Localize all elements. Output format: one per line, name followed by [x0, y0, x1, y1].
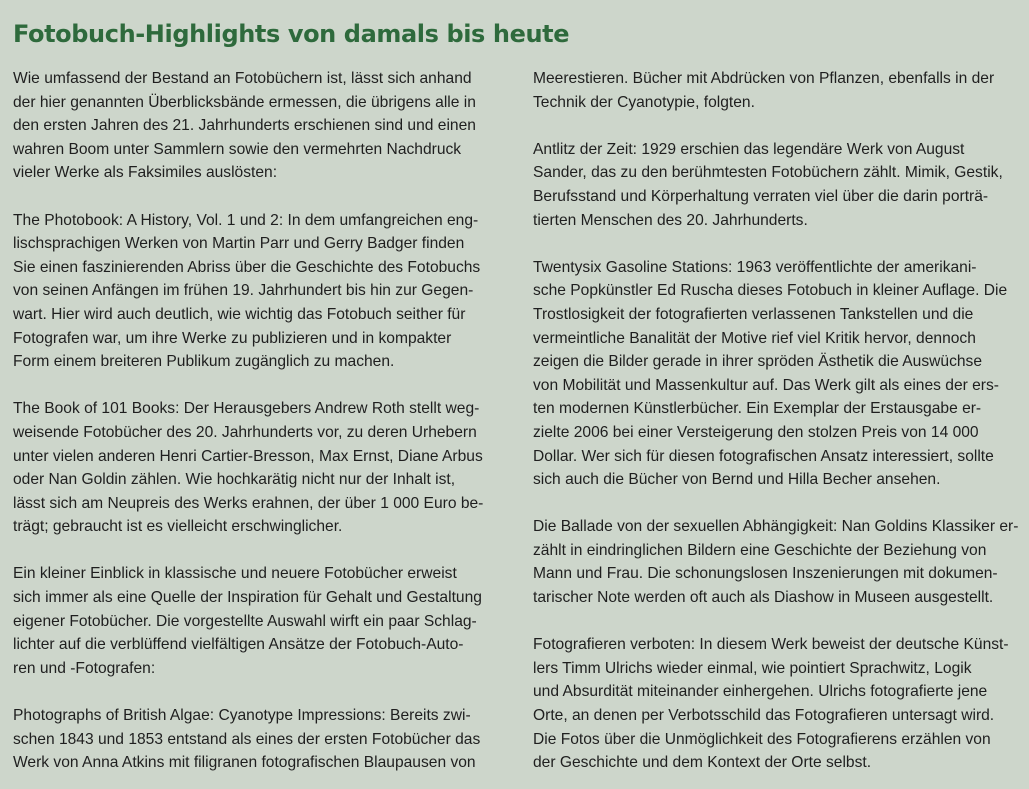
text-line: oder Nan Goldin zählen. Wie hochkarätig nicht nur der Inhalt ist,: [13, 471, 456, 489]
text-line: sche Popkünstler Ed Ruscha dieses Fotobuch in kleiner Auflage. Die: [533, 282, 1008, 300]
text-line: ren und -Fotografen:: [13, 659, 156, 677]
text-line: weisende Fotobücher des 20. Jahrhunderts vor, zu deren Urhebern: [13, 423, 477, 441]
text-line: tierten Menschen des 20. Jahrhunderts.: [533, 211, 808, 229]
text-line: eigener Fotobücher. Die vorgestellte Auswahl wirft ein paar Schlag-: [13, 612, 477, 630]
paragraph-spacer: [533, 610, 1023, 634]
text-line: von Mobilität und Massenkultur auf. Das Werk gilt als eines der ers-: [533, 376, 999, 394]
paragraph: [13, 209, 508, 374]
page-title: Fotobuch-Highlights von damals bis heute: [13, 20, 570, 48]
text-line: vieler Werke als Faksimiles auslösten:: [13, 164, 278, 182]
text-line: Meerestieren. Bücher mit Abdrücken von Pflanzen, ebenfalls in der: [533, 70, 995, 87]
text-line: Ein kleiner Einblick in klassische und neuere Fotobücher erweist: [13, 565, 457, 583]
paragraph: [533, 515, 1023, 609]
paragraph-spacer: [13, 374, 508, 398]
text-line: Technik der Cyanotypie, folgten.: [533, 93, 755, 111]
text-line: Trostlosigkeit der fotografierten verlassenen Tankstellen und die: [533, 305, 974, 323]
text-line: Twentysix Gasoline Stations: 1963 veröffentlichte der amerikani-: [533, 258, 977, 276]
text-line: Wie umfassend der Bestand an Fotobüchern ist, lässt sich anhand: [13, 70, 472, 87]
text-line: und Absurdität miteinander einhergehen. Ulrichs fotografierte jene: [533, 683, 988, 701]
text-line: wart. Hier wird auch deutlich, wie wichtig das Fotobuch seither für: [13, 305, 466, 323]
paragraph-spacer: [533, 114, 1023, 138]
text-line: vermeintliche Banalität der Motive rief viel Kritik hervor, dennoch: [533, 329, 976, 347]
text-line: lers Timm Ulrichs wieder einmal, wie pointiert Sprachwitz, Logik: [533, 659, 972, 677]
paragraph: [13, 67, 508, 185]
text-line: tarischer Note werden oft auch als Diashow in Museen ausgestellt.: [533, 589, 994, 607]
text-line: Sander, das zu den berühmtesten Fotobüchern zählt. Mimik, Gestik,: [533, 164, 1003, 182]
text-line: zählt in eindringlichen Bildern eine Geschichte der Beziehung von: [533, 541, 987, 559]
text-line: Dollar. Wer sich für diesen fotografischen Ansatz interessiert, sollte: [533, 447, 994, 465]
text-line: trägt; gebraucht ist es vielleicht erschwinglicher.: [13, 518, 343, 536]
paragraph: [533, 138, 1023, 232]
text-line: von seinen Anfängen im frühen 19. Jahrhundert bis hin zur Gegen-: [13, 282, 474, 300]
text-line: lichter auf die verblüffend vielfältigen Ansätze der Fotobuch-Auto-: [13, 636, 464, 654]
text-line: Sie einen faszinierenden Abriss über die Geschichte des Fotobuchs: [13, 258, 481, 276]
text-line: Mann und Frau. Die schonungslosen Inszenierungen mit dokumen-: [533, 565, 998, 583]
paragraph: [13, 397, 508, 539]
text-line: Orte, an denen per Verbotsschild das Fotografieren untersagt wird.: [533, 707, 995, 725]
text-line: Berufsstand und Körperhaltung verraten viel über die darin porträ-: [533, 187, 989, 205]
left-column: [13, 67, 508, 775]
text-line: sich immer als eine Quelle der Inspiration für Gehalt und Gestaltung: [13, 589, 482, 607]
text-line: der hier genannten Überblicksbände ermessen, die übrigens alle in: [13, 93, 476, 111]
right-column: [533, 67, 1023, 775]
text-line: Photographs of British Algae: Cyanotype Impressions: Bereits zwi-: [13, 707, 471, 725]
paragraph: [13, 562, 508, 680]
text-line: The Book of 101 Books: Der Herausgebers Andrew Roth stellt weg-: [13, 400, 480, 418]
paragraph: [533, 67, 1023, 114]
text-line: Fotografen war, um ihre Werke zu publizieren und in kompakter: [13, 329, 452, 347]
paragraph: [13, 704, 508, 775]
text-line: ten modernen Künstlerbücher. Ein Exemplar der Erstausgabe er-: [533, 400, 982, 418]
text-line: unter vielen anderen Henri Cartier-Bresson, Max Ernst, Diane Arbus: [13, 447, 483, 465]
text-line: Form einem breiteren Publikum zugänglich zu machen.: [13, 353, 395, 371]
text-line: Fotografieren verboten: In diesem Werk beweist der deutsche Künst-: [533, 636, 1009, 654]
text-line: lässt sich am Neupreis des Werks erahnen, der über 1 000 Euro be-: [13, 494, 484, 512]
text-line: The Photobook: A History, Vol. 1 und 2: In dem umfangreichen eng-: [13, 211, 479, 229]
text-line: sich auch die Bücher von Bernd und Hilla Becher ansehen.: [533, 471, 941, 489]
text-line: den ersten Jahren des 21. Jahrhunderts erschienen sind und einen: [13, 117, 476, 135]
paragraph-spacer: [13, 680, 508, 704]
text-line: lischsprachigen Werken von Martin Parr und Gerry Badger finden: [13, 235, 465, 253]
text-line: Die Ballade von der sexuellen Abhängigkeit: Nan Goldins Klassiker er-: [533, 518, 1019, 536]
text-line: Die Fotos über die Unmöglichkeit des Fotografierens erzählen von: [533, 730, 991, 748]
paragraph-spacer: [533, 492, 1023, 516]
text-line: wahren Boom unter Sammlern sowie den vermehrten Nachdruck: [13, 140, 462, 158]
text-line: zeigen die Bilder gerade in ihrer spröden Ästhetik die Auswüchse: [533, 353, 983, 371]
paragraph-spacer: [533, 232, 1023, 256]
text-line: schen 1843 und 1853 entstand als eines der ersten Fotobücher das: [13, 730, 481, 748]
text-line: Antlitz der Zeit: 1929 erschien das legendäre Werk von August: [533, 140, 965, 158]
text-line: der Geschichte und dem Kontext der Orte selbst.: [533, 754, 872, 772]
paragraph: [533, 256, 1023, 492]
paragraph-spacer: [13, 539, 508, 563]
text-line: Werk von Anna Atkins mit filigranen fotografischen Blaupausen von: [13, 754, 476, 772]
paragraph: [533, 633, 1023, 775]
text-line: zielte 2006 bei einer Versteigerung den stolzen Preis von 14 000: [533, 423, 979, 441]
paragraph-spacer: [13, 185, 508, 209]
